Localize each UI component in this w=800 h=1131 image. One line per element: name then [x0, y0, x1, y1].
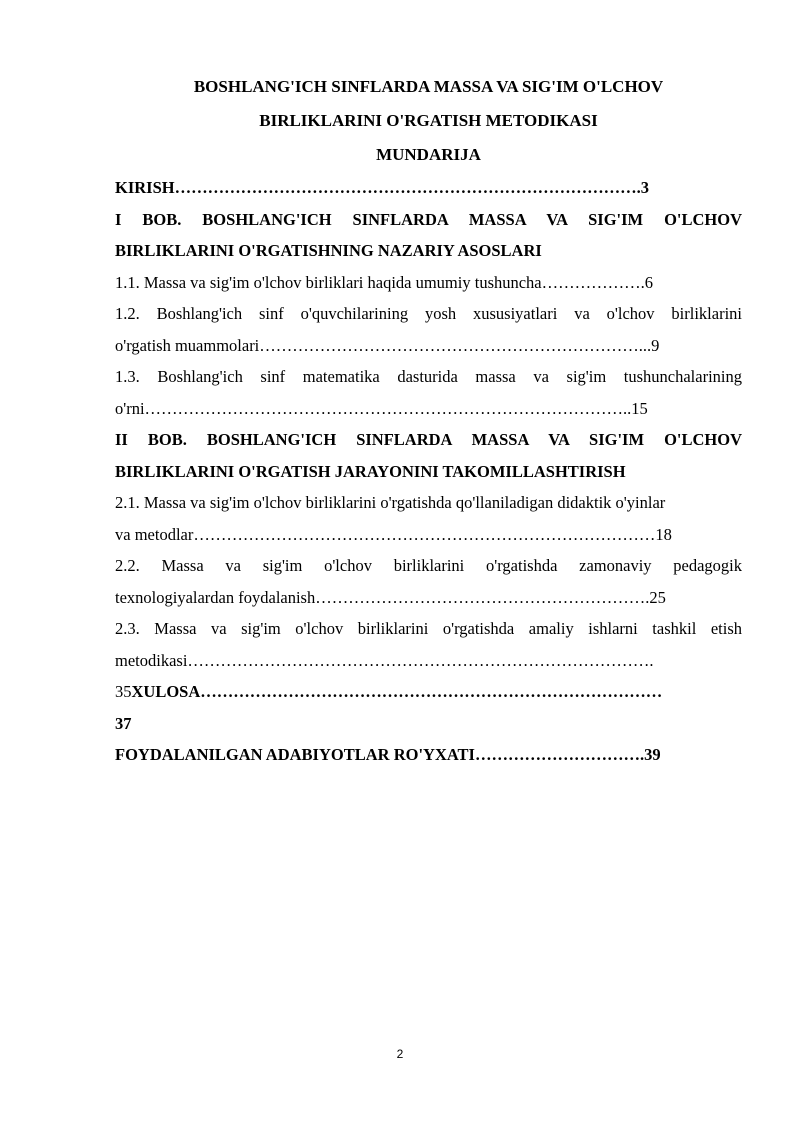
- toc-entry-2-1-line-1[interactable]: 2.1. Massa va sig'im o'lchov birliklarini o'rgatishda qo'llaniladigan didaktik o'yinlar: [115, 493, 666, 512]
- toc-conclusion-page: 37: [115, 713, 132, 733]
- table-of-contents: [115, 172, 742, 771]
- toc-entry-1-1[interactable]: 1.1. Massa va sig'im o'lchov birliklari haqida umumiy tushuncha……………….6: [115, 272, 654, 292]
- document-page: [115, 70, 742, 771]
- toc-conclusion-label: XULOSA…………………………………………………………………………: [131, 682, 663, 701]
- toc-entry-2-1-line-2[interactable]: va metodlar…………………………………………………………………………18: [115, 524, 672, 544]
- document-title: [115, 70, 742, 172]
- toc-entry-2-2-line-2[interactable]: texnologiyalardan foydalanish…………………………………………………….25: [115, 587, 666, 607]
- toc-entry-1-3-line-2[interactable]: o'rni……………………………………………………………………………..15: [115, 398, 648, 418]
- toc-entry-intro[interactable]: KIRISH………………………………………………………………………….3: [115, 178, 649, 197]
- title-line-1: BOSHLANG'ICH SINFLARDA MASSA VA SIG'IM O'LCHOV: [193, 77, 664, 96]
- toc-chapter-1-line-1[interactable]: I BOB. BOSHLANG'ICH SINFLARDA MASSA VA SIG'IM O'LCHOV: [115, 209, 742, 229]
- title-line-2: BIRLIKLARINI O'RGATISH METODIKASI: [259, 111, 598, 130]
- toc-chapter-1-line-2[interactable]: BIRLIKLARINI O'RGATISHNING NAZARIY ASOSLARI: [115, 241, 542, 260]
- toc-entry-2-2-line-1[interactable]: 2.2. Massa va sig'im o'lchov birliklarini o'rgatishda zamonaviy pedagogik: [115, 556, 742, 575]
- toc-entry-1-3-line-1[interactable]: 1.3. Boshlang'ich sinf matematika dasturida massa va sig'im tushunchalarining: [115, 367, 742, 386]
- toc-chapter-2-line-1[interactable]: II BOB. BOSHLANG'ICH SINFLARDA MASSA VA SIG'IM O'LCHOV: [115, 430, 742, 449]
- toc-entry-2-3-line-1[interactable]: 2.3. Massa va sig'im o'lchov birliklarini o'rgatishda amaliy ishlarni tashkil etish: [115, 619, 742, 638]
- toc-entry-1-2-line-1[interactable]: 1.2. Boshlang'ich sinf o'quvchilarining yosh xususiyatlari va o'lchov birliklarini: [115, 304, 742, 323]
- toc-entry-2-3-line-2[interactable]: metodikasi………………………………………………………………………….: [115, 650, 654, 670]
- toc-chapter-2-line-2[interactable]: BIRLIKLARINI O'RGATISH JARAYONINI TAKOMILLASHTIRISH: [115, 461, 626, 481]
- page-number: 2: [396, 1047, 404, 1061]
- toc-entry-references[interactable]: FOYDALANILGAN ADABIYOTLAR RO'YXATI………………………….39: [115, 745, 661, 764]
- toc-entry-1-2-line-2[interactable]: o'rgatish muammolari……………………………………………………………...9: [115, 335, 660, 355]
- toc-entry-conclusion[interactable]: [115, 676, 742, 708]
- toc-heading: MUNDARIJA: [376, 145, 481, 164]
- toc-entry-2-3-page: 35: [115, 682, 132, 701]
